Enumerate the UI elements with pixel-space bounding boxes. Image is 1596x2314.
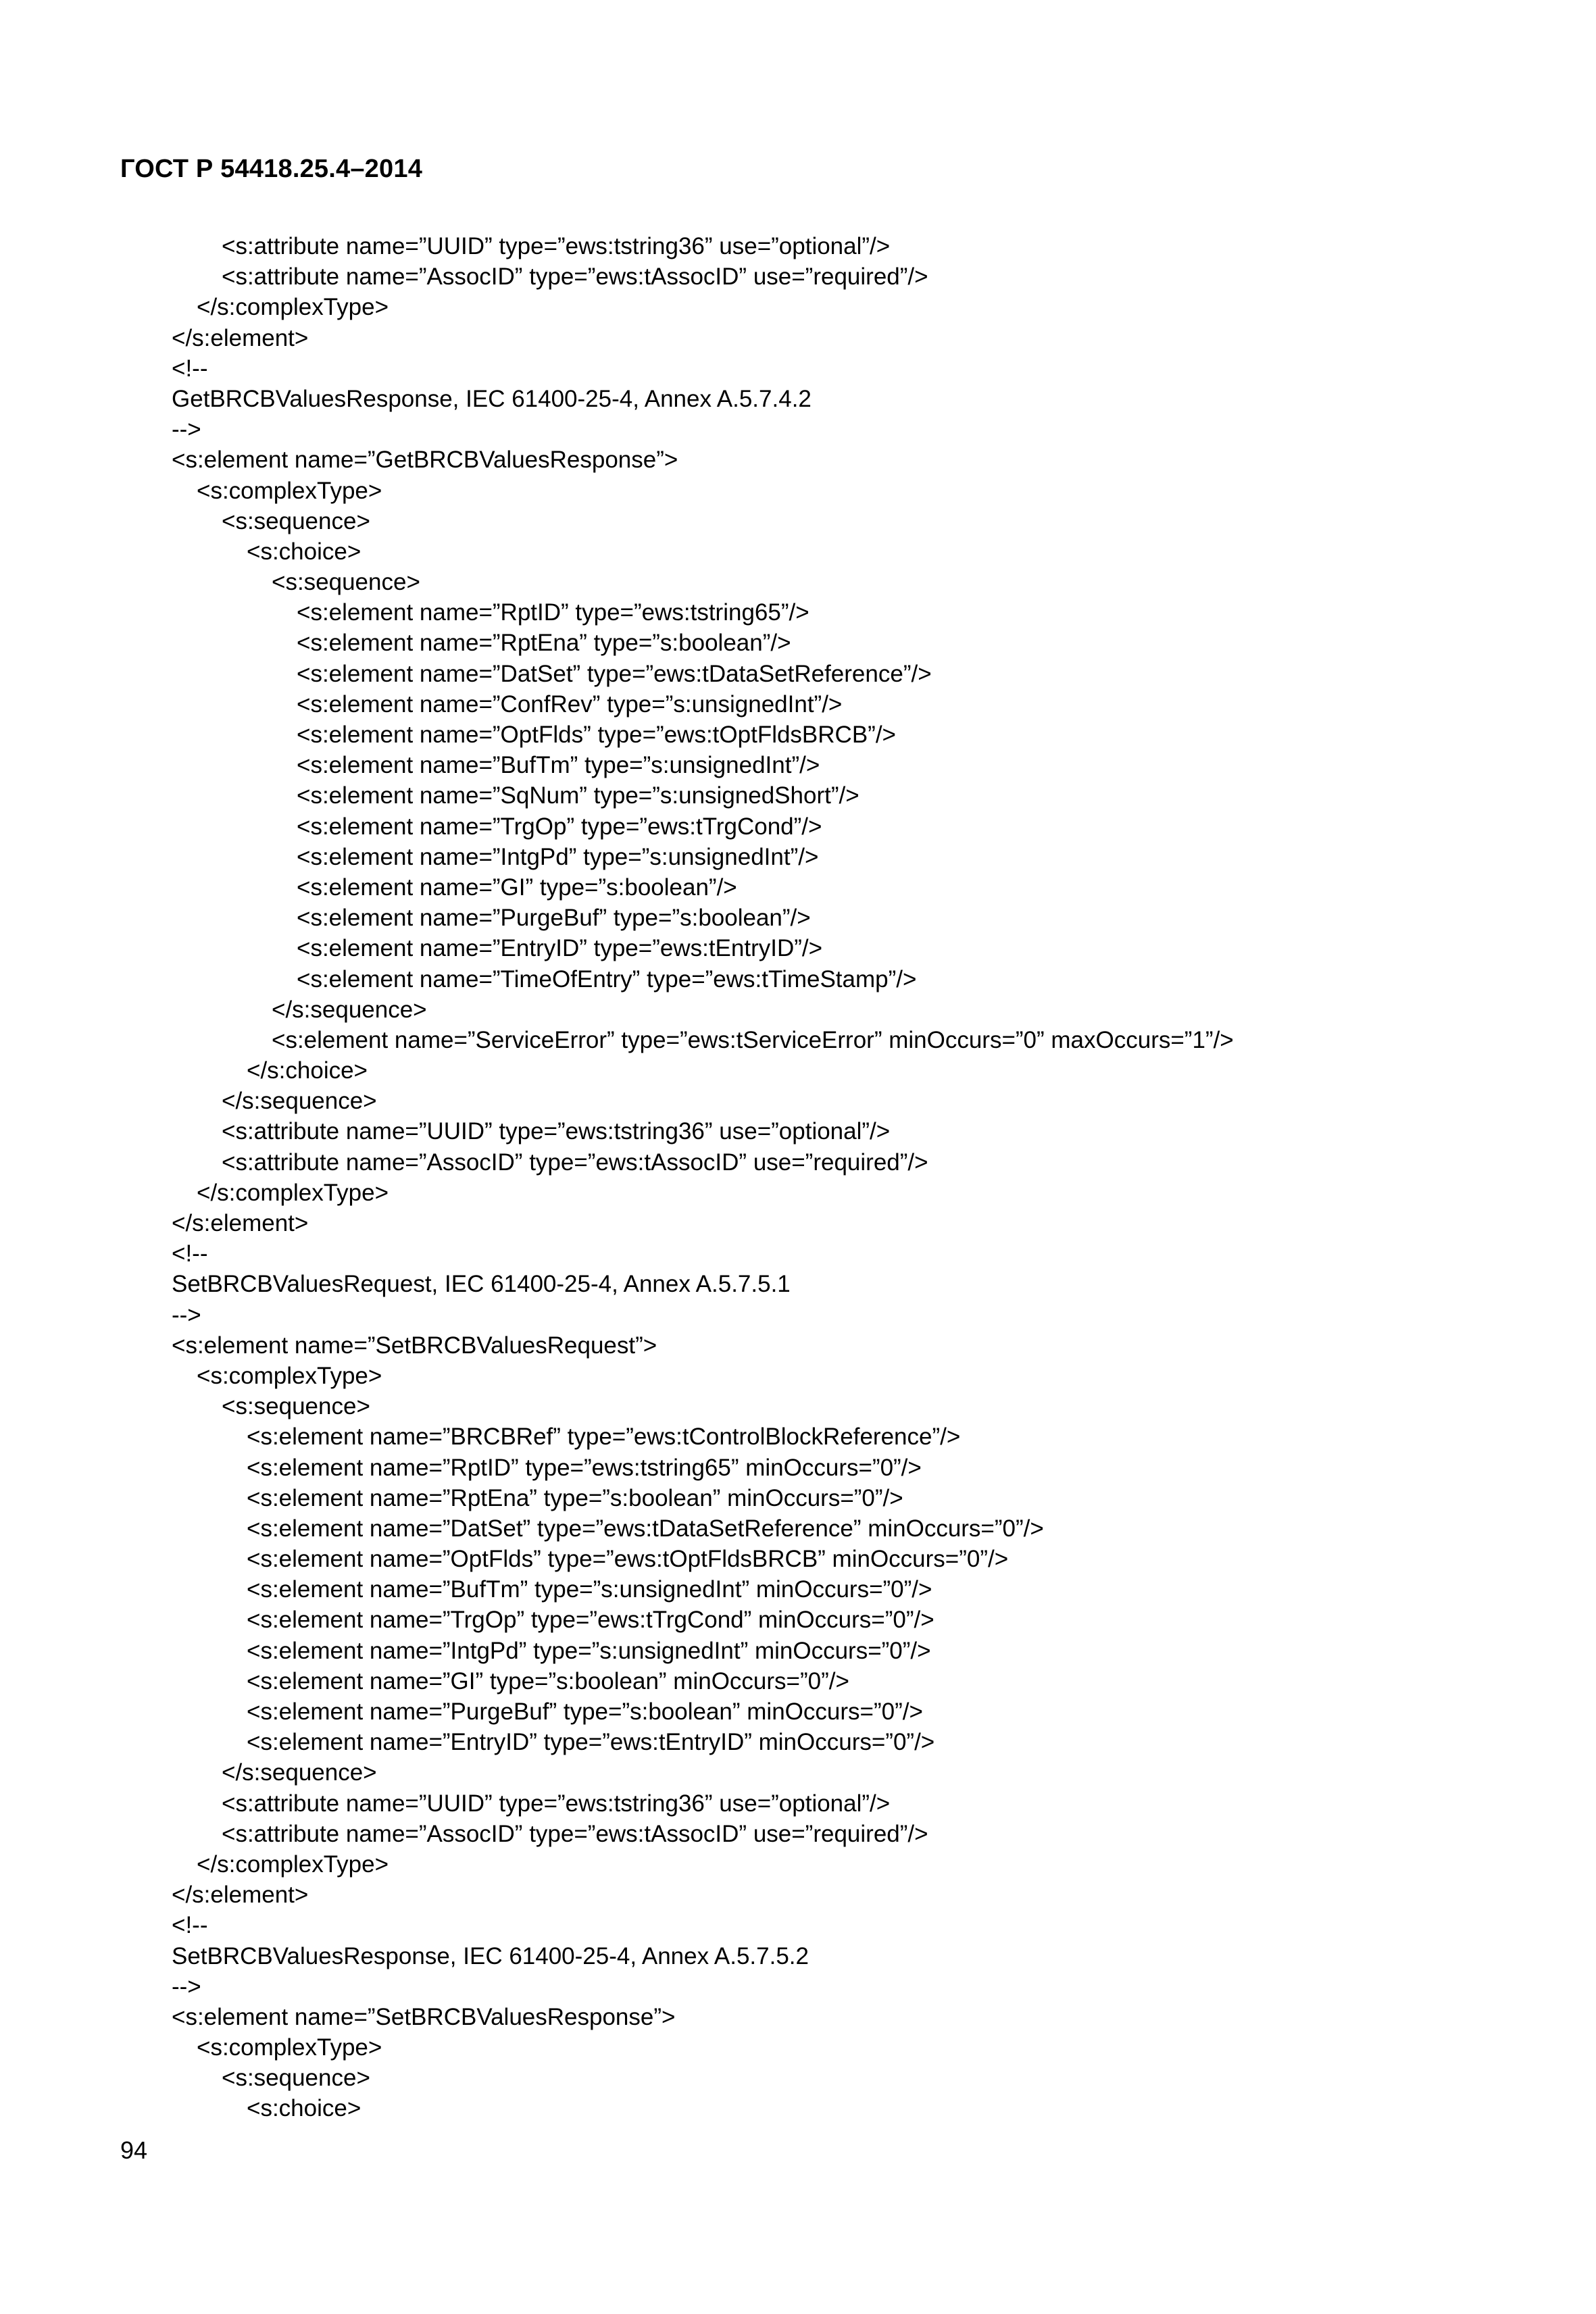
code-line: <s:complexType> bbox=[197, 1362, 382, 1389]
code-line: <s:element name=”PurgeBuf” type=”s:boolean” minOccurs=”0”/> bbox=[247, 1699, 923, 1725]
page-number: 94 bbox=[120, 2136, 148, 2164]
code-line: <s:sequence> bbox=[222, 2065, 370, 2092]
code-line: <s:sequence> bbox=[272, 569, 420, 596]
code-line: <!-- bbox=[172, 1240, 208, 1267]
code-line: <s:choice> bbox=[247, 2095, 361, 2122]
code-line: <s:sequence> bbox=[222, 1393, 370, 1420]
code-line: </s:sequence> bbox=[222, 1759, 377, 1786]
code-line: SetBRCBValuesResponse, IEC 61400-25-4, Annex A.5.7.5.2 bbox=[172, 1942, 809, 1969]
standard-designation: ГОСТ Р 54418.25.4–2014 bbox=[120, 155, 423, 183]
code-line: <s:element name=”TrgOp” type=”ews:tTrgCond”/> bbox=[297, 813, 822, 840]
code-line: <s:element name=”RptID” type=”ews:tstring65” minOccurs=”0”/> bbox=[247, 1454, 922, 1481]
code-line: <s:element name=”SetBRCBValuesRequest”> bbox=[172, 1332, 657, 1359]
code-line: <s:complexType> bbox=[197, 2034, 382, 2061]
code-line: <s:element name=”IntgPd” type=”s:unsignedInt” minOccurs=”0”/> bbox=[247, 1637, 931, 1664]
code-line: <s:element name=”ServiceError” type=”ews:tServiceError” minOccurs=”0” maxOccurs=”1”/> bbox=[272, 1026, 1234, 1053]
code-line: GetBRCBValuesResponse, IEC 61400-25-4, Annex A.5.7.4.2 bbox=[172, 385, 812, 412]
code-line: <s:element name=”OptFlds” type=”ews:tOptFldsBRCB”/> bbox=[297, 722, 896, 748]
code-line: <s:element name=”GetBRCBValuesResponse”> bbox=[172, 447, 678, 474]
code-line: <s:element name=”RptEna” type=”s:boolean”/> bbox=[297, 630, 791, 657]
code-line: </s:complexType> bbox=[197, 294, 389, 321]
code-line: <s:element name=”IntgPd” type=”s:unsignedInt”/> bbox=[297, 843, 819, 870]
code-line: <s:attribute name=”AssocID” type=”ews:tAssocID” use=”required”/> bbox=[222, 1149, 928, 1176]
code-line: <s:attribute name=”UUID” type=”ews:tstring36” use=”optional”/> bbox=[222, 1790, 891, 1817]
code-line: <s:element name=”OptFlds” type=”ews:tOptFldsBRCB” minOccurs=”0”/> bbox=[247, 1546, 1009, 1573]
code-line: <s:element name=”GI” type=”s:boolean” minOccurs=”0”/> bbox=[247, 1667, 849, 1694]
code-line: <s:element name=”SqNum” type=”s:unsignedShort”/> bbox=[297, 782, 859, 809]
code-line: <!-- bbox=[172, 1912, 208, 1939]
code-line: <s:element name=”SetBRCBValuesResponse”> bbox=[172, 2003, 676, 2030]
code-line: <s:sequence> bbox=[222, 507, 370, 534]
code-line: <s:choice> bbox=[247, 538, 361, 565]
code-line: --> bbox=[172, 1973, 201, 2000]
code-line: <s:element name=”RptEna” type=”s:boolean” minOccurs=”0”/> bbox=[247, 1484, 903, 1511]
code-line: </s:choice> bbox=[247, 1057, 368, 1084]
code-line: <s:element name=”DatSet” type=”ews:tDataSetReference” minOccurs=”0”/> bbox=[247, 1515, 1044, 1542]
code-line: </s:element> bbox=[172, 324, 309, 351]
code-line: <s:attribute name=”AssocID” type=”ews:tAssocID” use=”required”/> bbox=[222, 263, 928, 291]
code-line: <s:attribute name=”UUID” type=”ews:tstring36” use=”optional”/> bbox=[222, 1118, 891, 1145]
code-line: <s:element name=”EntryID” type=”ews:tEntryID”/> bbox=[297, 935, 823, 962]
code-line: </s:element> bbox=[172, 1210, 309, 1236]
code-line: <s:complexType> bbox=[197, 477, 382, 504]
code-line: </s:complexType> bbox=[197, 1179, 389, 1206]
code-line: <s:element name=”BufTm” type=”s:unsignedInt”/> bbox=[297, 752, 820, 779]
code-line: --> bbox=[172, 416, 201, 443]
code-line: SetBRCBValuesRequest, IEC 61400-25-4, Annex A.5.7.5.1 bbox=[172, 1271, 791, 1298]
code-line: <s:attribute name=”UUID” type=”ews:tstring36” use=”optional”/> bbox=[222, 233, 891, 259]
code-line: </s:sequence> bbox=[272, 996, 427, 1023]
code-line: <s:element name=”PurgeBuf” type=”s:boolean”/> bbox=[297, 905, 811, 932]
code-line: </s:element> bbox=[172, 1882, 309, 1909]
code-line: <s:element name=”GI” type=”s:boolean”/> bbox=[297, 874, 737, 901]
code-line: </s:complexType> bbox=[197, 1851, 389, 1878]
code-line: <s:element name=”TrgOp” type=”ews:tTrgCond” minOccurs=”0”/> bbox=[247, 1607, 934, 1634]
code-line: <!-- bbox=[172, 355, 208, 382]
xml-schema-listing bbox=[172, 231, 1523, 2124]
code-line: <s:element name=”BRCBRef” type=”ews:tControlBlockReference”/> bbox=[247, 1424, 961, 1451]
code-line: <s:attribute name=”AssocID” type=”ews:tAssocID” use=”required”/> bbox=[222, 1820, 928, 1847]
code-line: <s:element name=”BufTm” type=”s:unsignedInt” minOccurs=”0”/> bbox=[247, 1576, 932, 1603]
code-line: --> bbox=[172, 1301, 201, 1328]
code-line: <s:element name=”TimeOfEntry” type=”ews:tTimeStamp”/> bbox=[297, 965, 917, 992]
code-line: <s:element name=”DatSet” type=”ews:tDataSetReference”/> bbox=[297, 660, 932, 687]
code-line: </s:sequence> bbox=[222, 1088, 377, 1115]
code-line: <s:element name=”EntryID” type=”ews:tEntryID” minOccurs=”0”/> bbox=[247, 1729, 935, 1756]
code-line: <s:element name=”RptID” type=”ews:tstring65”/> bbox=[297, 599, 809, 626]
code-line: <s:element name=”ConfRev” type=”s:unsignedInt”/> bbox=[297, 690, 843, 718]
